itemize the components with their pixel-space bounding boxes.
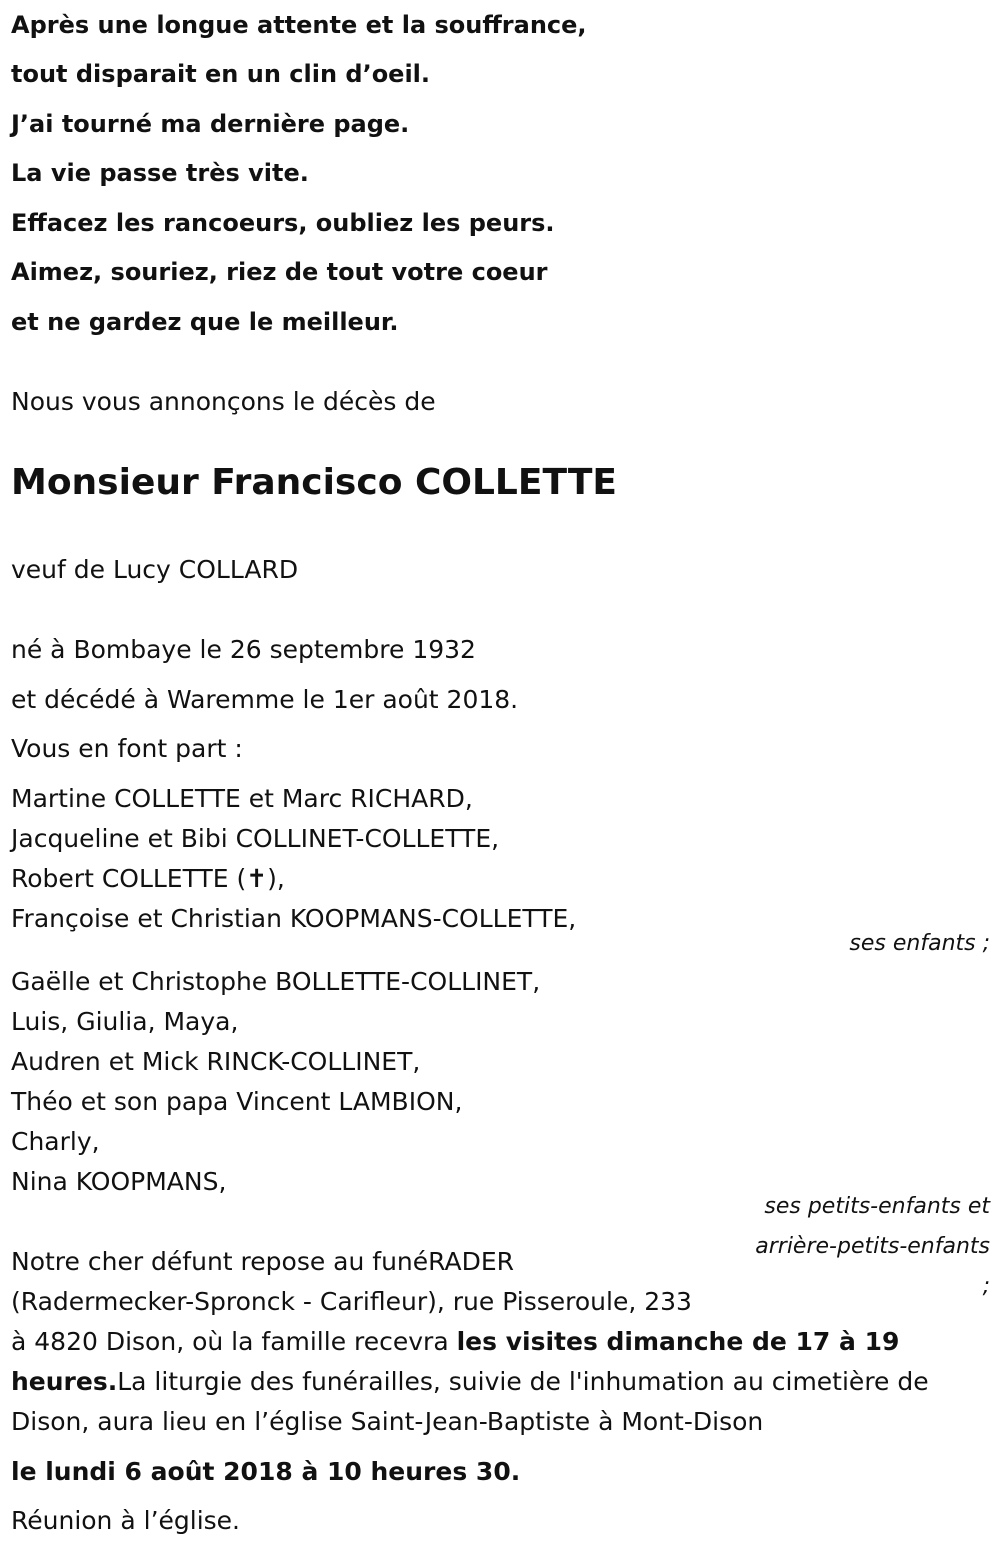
poem-line-3: J’ai tourné ma dernière page. [11, 110, 410, 138]
share-intro: Vous en font part : [11, 734, 243, 763]
birth-text: né à Bombaye le 26 septembre 1932 [11, 635, 476, 664]
child-line-2: Jacqueline et Bibi COLLINET-COLLETTE, [11, 824, 500, 853]
funeral-line-2: (Radermecker-Spronck - Carifleur), rue Pisseroule, 233 [11, 1287, 692, 1316]
grandchild-line-2: Luis, Giulia, Maya, [11, 1007, 239, 1036]
grandchild-line-4: Théo et son papa Vincent LAMBION, [11, 1087, 463, 1116]
announcement-text: Nous vous annonçons le décès de [11, 387, 436, 416]
funeral-line-5: Dison, aura lieu en l’église Saint-Jean-Baptiste à Mont-Dison [11, 1407, 764, 1436]
grandchild-line-3: Audren et Mick RINCK-COLLINET, [11, 1047, 421, 1076]
grandchild-line-1: Gaëlle et Christophe BOLLETTE-COLLINET, [11, 967, 541, 996]
grandchildren-label: ses petits-enfants et arrière-petits-enfants ; [755, 1194, 990, 1299]
child-line-3: Robert COLLETTE (✝), [11, 864, 285, 893]
visits-hours-bold: heures. [11, 1367, 118, 1396]
funeral-line-4-rest: La liturgie des funérailles, suivie de l'inhumation au cimetière de [117, 1367, 929, 1396]
grandchild-line-6: Nina KOOPMANS, [11, 1167, 227, 1196]
poem-line-1: Après une longue attente et la souffrance, [11, 11, 587, 39]
poem-line-4: La vie passe très vite. [11, 159, 309, 187]
funeral-line-1: Notre cher défunt repose au funéRADER [11, 1247, 515, 1276]
funeral-date: le lundi 6 août 2018 à 10 heures 30. [11, 1457, 521, 1486]
poem-line-5: Effacez les rancoeurs, oubliez les peurs. [11, 209, 555, 237]
poem-line-2: tout disparait en un clin d’oeil. [11, 60, 431, 88]
funeral-line-4 [11, 1366, 929, 1398]
visits-time-bold: les visites dimanche de 17 à 19 [456, 1327, 900, 1356]
funeral-line-3-start: à 4820 Dison, où la famille recevra [11, 1327, 457, 1356]
child-line-1: Martine COLLETTE et Marc RICHARD, [11, 784, 473, 813]
grandchild-line-5: Charly, [11, 1127, 100, 1156]
children-label: ses enfants ; [849, 931, 990, 956]
meeting-text: Réunion à l’église. [11, 1506, 241, 1535]
poem-line-7: et ne gardez que le meilleur. [11, 308, 399, 336]
funeral-line-3 [11, 1326, 899, 1358]
widower-text: veuf de Lucy COLLARD [11, 555, 299, 584]
poem-line-6: Aimez, souriez, riez de tout votre coeur [11, 258, 548, 286]
child-line-4: Françoise et Christian KOOPMANS-COLLETTE, [11, 904, 577, 933]
deceased-name: Monsieur Francisco COLLETTE [11, 462, 617, 503]
death-text: et décédé à Waremme le 1er août 2018. [11, 685, 519, 714]
